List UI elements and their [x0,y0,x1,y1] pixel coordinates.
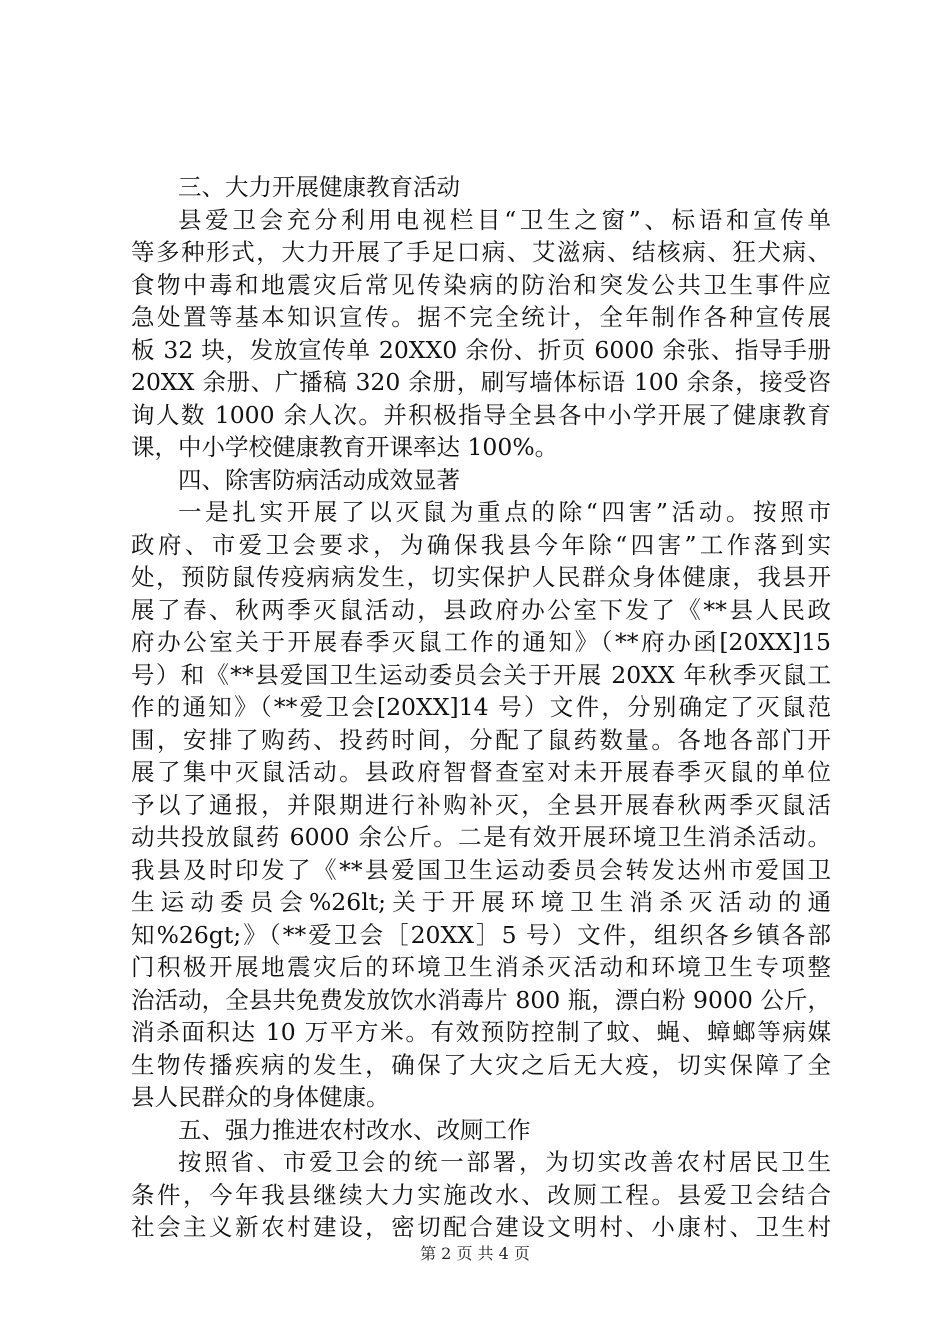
text-line: 围，安排了购药、投药时间，分配了鼠药数量。各地各部门开 [131,725,831,754]
text-line: 一是扎实开展了以灭鼠为重点的除“四害”活动。按照市 [178,498,831,526]
text-line: 20XX 余册、广播稿 320 余册，刷写墙体标语 100 余条，接受咨 [131,368,831,396]
text-line: 课，中小学校健康教育开课率达 100%。 [131,433,559,461]
text-line: 处，预防鼠传疫病病发生，切实保护人民群众身体健康，我县开 [131,563,831,591]
text-line: 县爱卫会充分利用电视栏目“卫生之窗”、标语和宣传单 [178,205,831,234]
text-line: 生物传播疾病的发生，确保了大灾之后无大疫，切实保障了全 [131,1050,831,1079]
text-line: 询人数 1000 余人次。并积极指导全县各中小学开展了健康教育 [131,400,831,429]
text-line: 政府、市爱卫会要求，为确保我县今年除“四害”工作落到实 [131,530,831,559]
text-line: 急处置等基本知识宣传。据不完全统计，全年制作各种宣传展 [131,303,831,331]
text-line: 板 32 块，发放宣传单 20XX0 余份、折页 6000 余张、指导手册 [131,335,831,364]
page-number: 第 2 页 共 4 页 [420,1244,530,1263]
text-line: 条件，今年我县继续大力实施改水、改厕工程。县爱卫会结合 [131,1180,831,1209]
text-line: 等多种形式，大力开展了手足口病、艾滋病、结核病、狂犬病、 [131,238,831,266]
text-line: 展了春、秋两季灭鼠活动，县政府办公室下发了《**县人民政 [131,595,831,624]
text-line: 生运动委员会%26lt;关于开展环境卫生消杀灭活动的通 [131,888,831,916]
text-line: 我县及时印发了《**县爱国卫生运动委员会转发达州市爱国卫 [131,855,831,884]
text-line: 治活动，全县共免费发放饮水消毒片 800 瓶，漂白粉 9000 公斤， [131,985,831,1014]
text-line: 按照省、市爱卫会的统一部署，为切实改善农村居民卫生 [178,1148,831,1176]
text-line: 消杀面积达 10 万平方米。有效预防控制了蚊、蝇、蟑螂等病媒 [131,1018,831,1046]
text-line: 门积极开展地震灾后的环境卫生消杀灭活动和环境卫生专项整 [131,953,831,981]
text-line: 社会主义新农村建设，密切配合建设文明村、小康村、卫生村 [131,1213,831,1241]
section-heading-5: 五、强力推进农村改水、改厕工作 [178,1115,531,1144]
text-line: 动共投放鼠药 6000 余公斤。二是有效开展环境卫生消杀活动。 [131,823,831,851]
text-line: 县人民群众的身体健康。 [131,1083,390,1111]
text-line: 府办公室关于开展春季灭鼠工作的通知》（**府办函[20XX]15 [131,628,831,656]
text-line: 食物中毒和地震灾后常见传染病的防治和突发公共卫生事件应 [131,270,831,299]
text-line: 作的通知》（**爱卫会[20XX]14 号）文件，分别确定了灭鼠范 [131,693,831,721]
text-line: 知%26gt;》（**爱卫会［20XX］5 号）文件，组织各乡镇各部 [131,920,831,949]
text-line: 展了集中灭鼠活动。县政府智督查室对未开展春季灭鼠的单位 [131,758,831,786]
section-heading-4: 四、除害防病活动成效显著 [178,465,460,494]
text-line: 号）和《**县爱国卫生运动委员会关于开展 20XX 年秋季灭鼠工 [131,660,831,689]
section-heading-3: 三、大力开展健康教育活动 [178,173,460,201]
text-line: 予以了通报，并限期进行补购补灭，全县开展春秋两季灭鼠活 [131,790,831,819]
